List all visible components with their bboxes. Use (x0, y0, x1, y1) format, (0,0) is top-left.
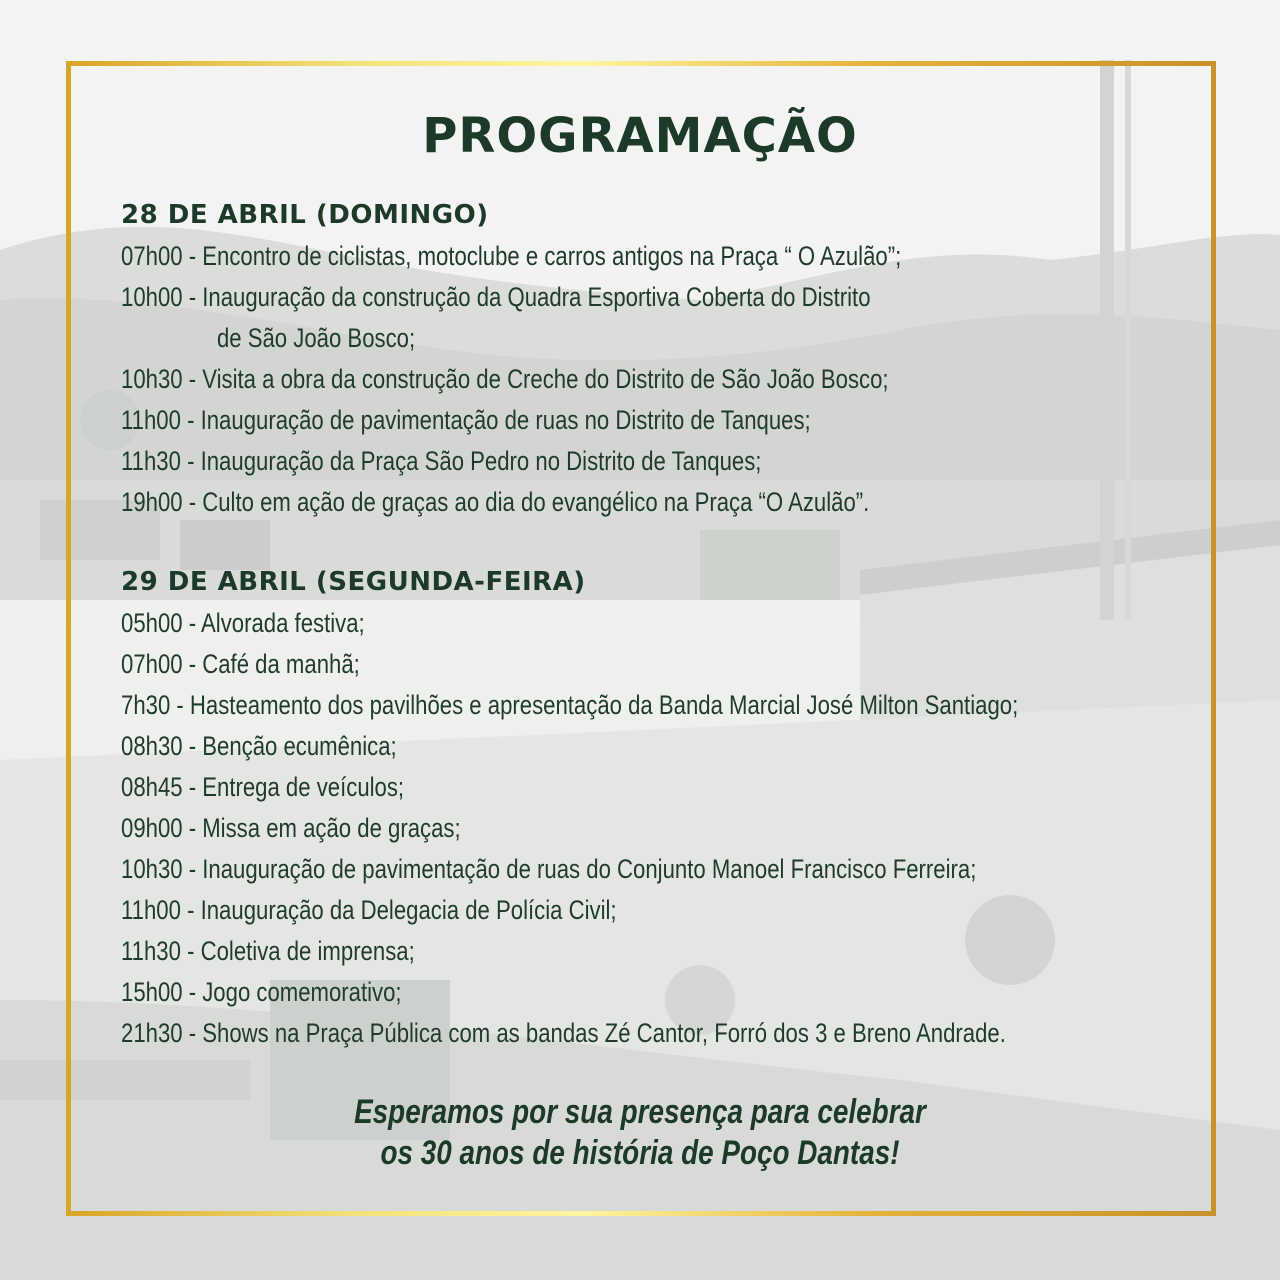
day1-section (121, 198, 1121, 523)
schedule-item: 11h00 - Inauguração da Delegacia de Polícia Civil; (121, 895, 617, 925)
schedule-item: 08h30 - Benção ecumênica; (121, 731, 397, 761)
schedule-item: 21h30 - Shows na Praça Pública com as bandas Zé Cantor, Forró dos 3 e Breno Andrade. (121, 1018, 1006, 1048)
schedule-item: 7h30 - Hasteamento dos pavilhões e apresentação da Banda Marcial José Milton Santiago; (121, 690, 1019, 720)
schedule-item-continuation: de São João Bosco; (216, 323, 416, 353)
schedule-item: 10h30 - Visita a obra da construção de Creche do Distrito de São João Bosco; (121, 364, 889, 394)
closing-message (0, 1092, 1280, 1174)
schedule-item: 10h00 - Inauguração da construção da Quadra Esportiva Coberta do Distrito (121, 282, 871, 312)
schedule-item: 07h00 - Café da manhã; (121, 649, 360, 679)
schedule-item: 09h00 - Missa em ação de graças; (121, 813, 461, 843)
page-title: PROGRAMAÇÃO (422, 108, 858, 164)
day2-heading: 29 DE ABRIL (SEGUNDA-FEIRA) (121, 567, 586, 597)
schedule-item: 10h30 - Inauguração de pavimentação de ruas do Conjunto Manoel Francisco Ferreira; (121, 854, 977, 884)
closing-line-2: os 30 anos de história de Poço Dantas! (380, 1134, 900, 1172)
day2-section (121, 565, 1121, 1054)
schedule-item: 05h00 - Alvorada festiva; (121, 608, 365, 638)
day1-heading: 28 DE ABRIL (DOMINGO) (121, 200, 489, 230)
schedule-item: 19h00 - Culto em ação de graças ao dia do evangélico na Praça “O Azulão”. (121, 487, 870, 517)
schedule-item: 11h00 - Inauguração de pavimentação de ruas no Distrito de Tanques; (121, 405, 811, 435)
schedule-item: 11h30 - Coletiva de imprensa; (121, 936, 415, 966)
schedule-item: 15h00 - Jogo comemorativo; (121, 977, 402, 1007)
schedule-item: 08h45 - Entrega de veículos; (121, 772, 405, 802)
schedule-item: 11h30 - Inauguração da Praça São Pedro no Distrito de Tanques; (121, 446, 762, 476)
closing-line-1: Esperamos por sua presença para celebrar (354, 1093, 926, 1131)
schedule-item: 07h00 - Encontro de ciclistas, motoclube e carros antigos na Praça “ O Azulão”; (121, 241, 902, 271)
